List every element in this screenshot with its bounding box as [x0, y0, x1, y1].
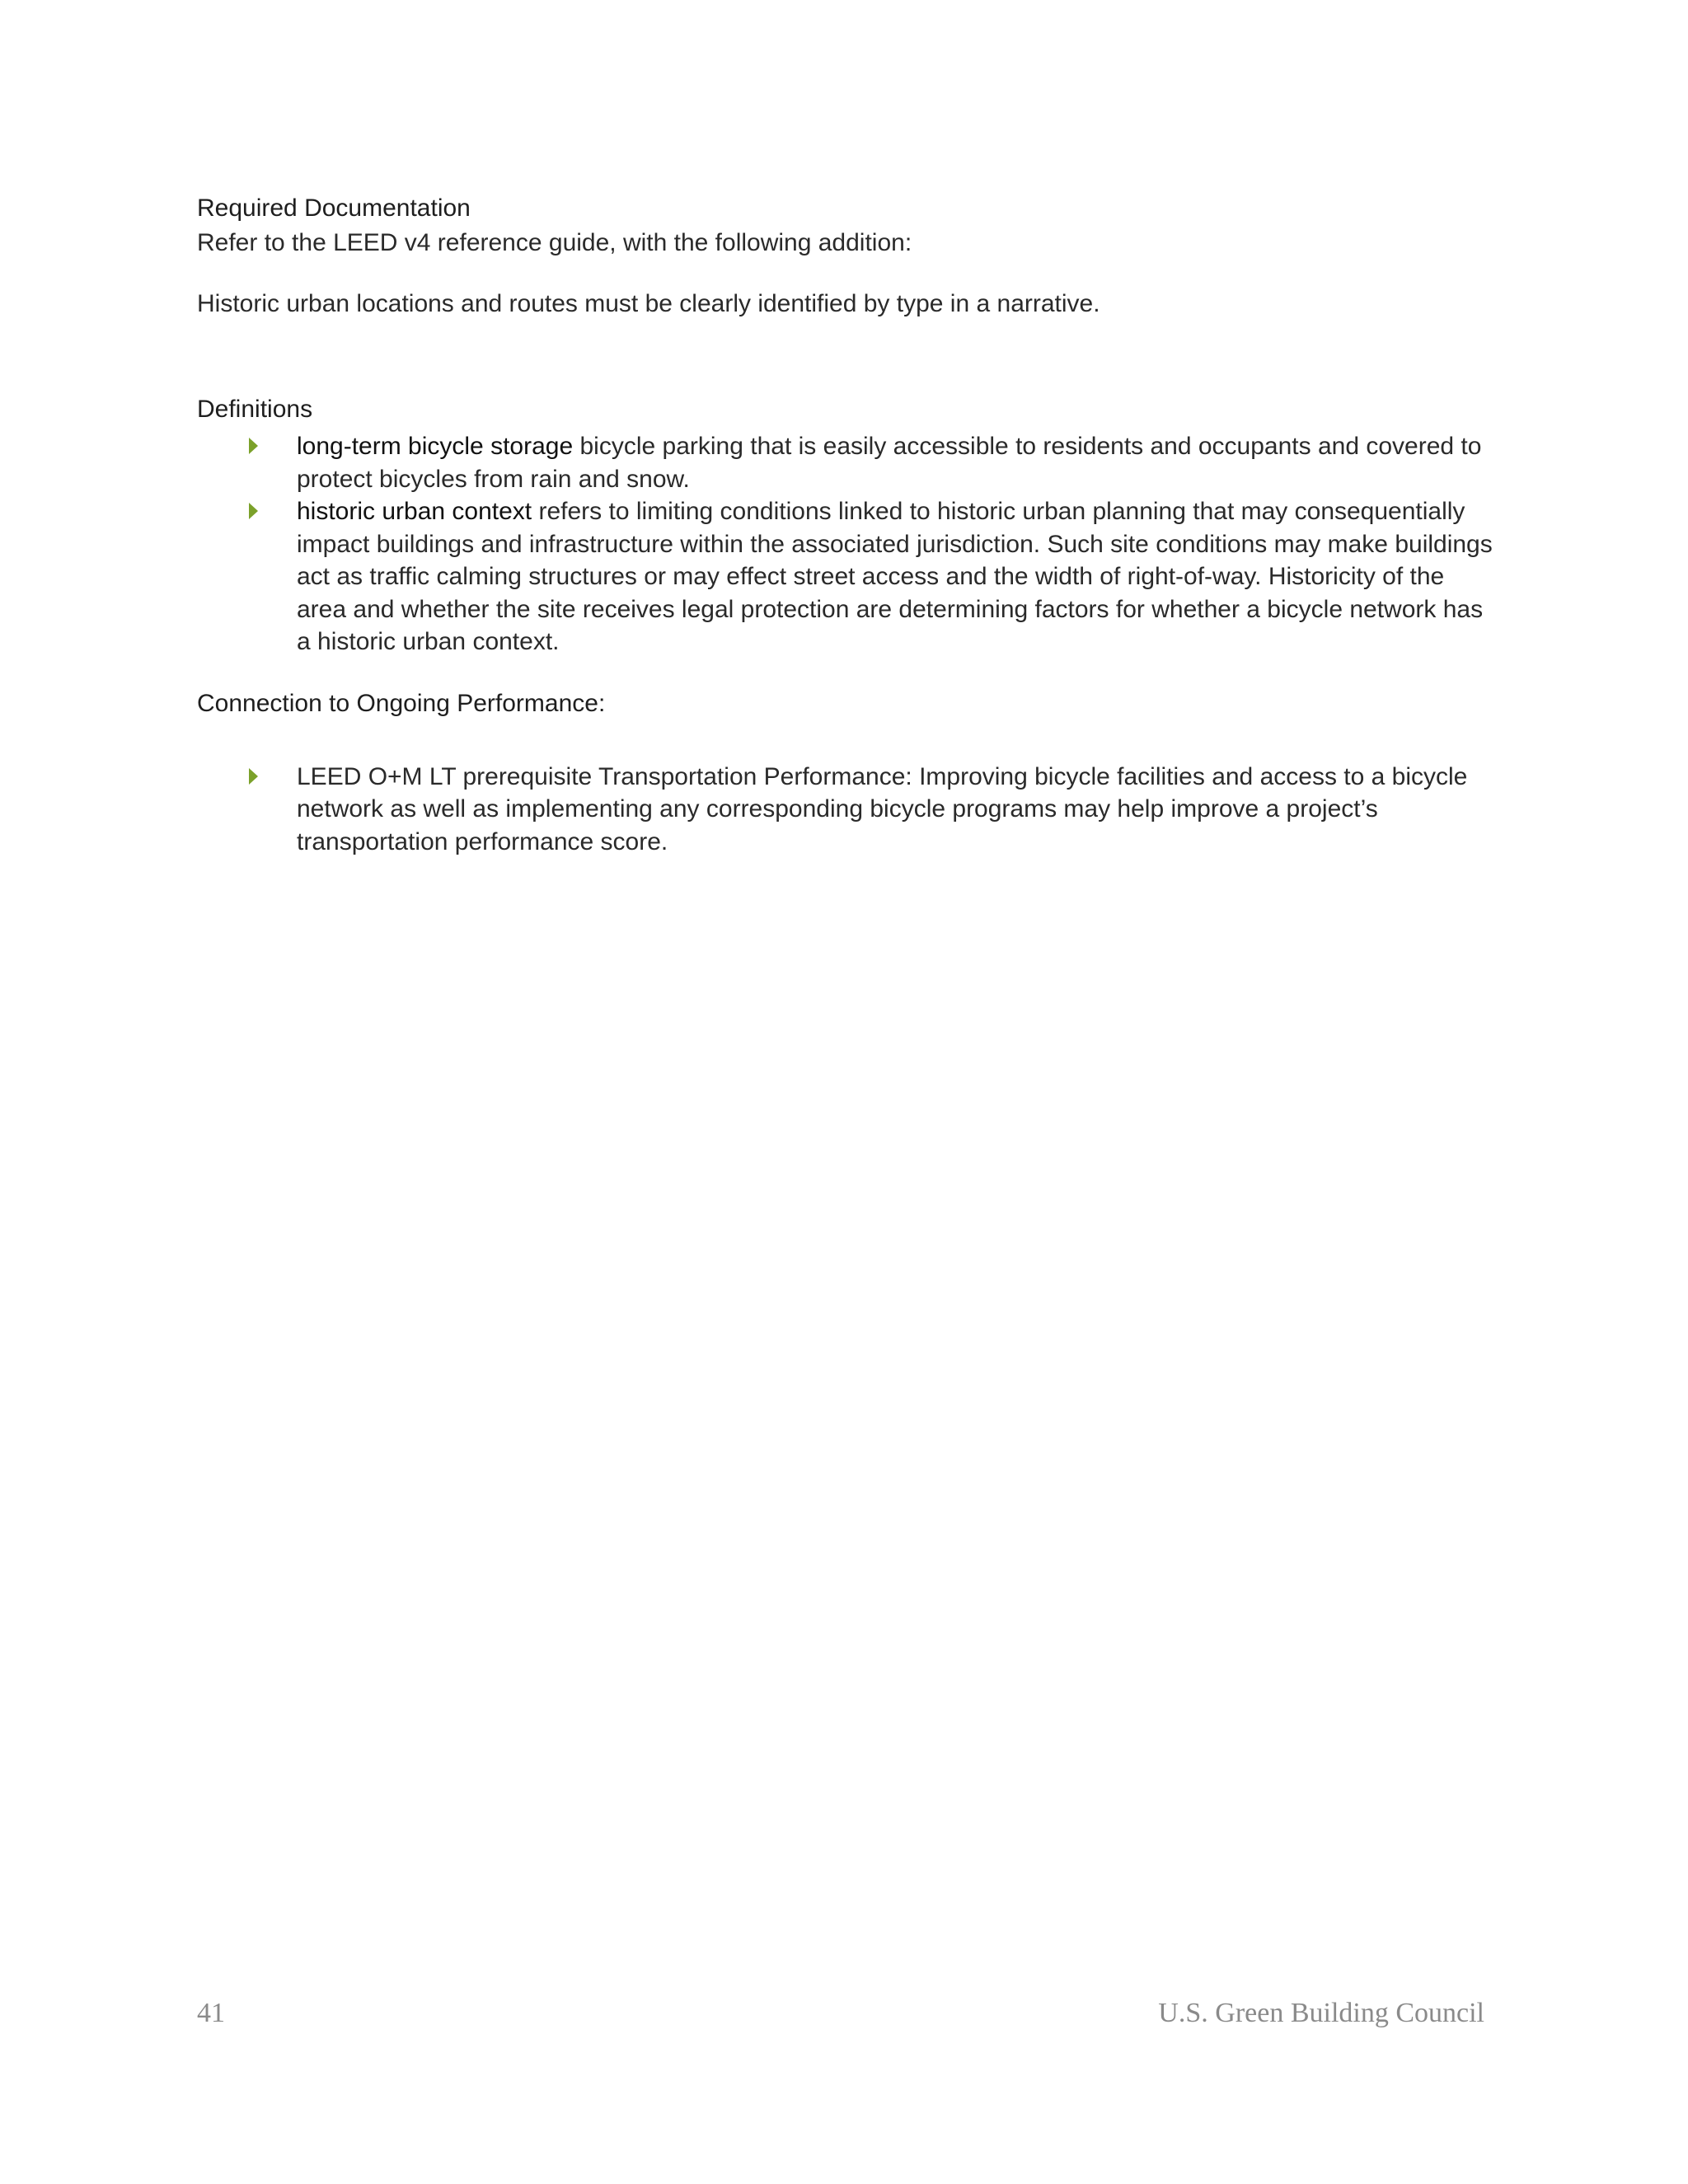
definition-item-long-term-bicycle-storage — [197, 430, 1499, 495]
definition-text: refers to limiting conditions linked to historic urban planning that may consequentially impact buildings and infrastructure within the associated jurisdiction. Such site conditions may make buildings act as traffic calming structures or may effect street access and the width of right-of-way. Historicity of the area and whether the site receives legal protection are determining factors for whether a bicycle network has a historic urban context. — [297, 498, 1493, 655]
connection-item — [197, 761, 1499, 859]
connection-text: LEED O+M LT prerequisite Transportation Performance: Improving bicycle facilities and access to a bicycle network as well as implementing any corresponding bicycle programs may help improve a project’s transportation performance score. — [297, 762, 1468, 855]
bullet-arrow-icon — [249, 503, 258, 519]
definition-term: long-term bicycle storage — [297, 433, 574, 460]
definition-text: bicycle parking that is easily accessible to residents and occupants and covered to protect bicycles from rain and snow. — [297, 433, 1482, 493]
footer-organization: U.S. Green Building Council — [1158, 1998, 1484, 2028]
bullet-arrow-icon — [249, 438, 258, 454]
required-documentation-note: Historic urban locations and routes must be clearly identified by type in a narrative. — [197, 290, 1100, 317]
page-content — [197, 191, 1499, 858]
required-documentation-heading: Required Documentation — [197, 194, 471, 222]
connection-list — [197, 761, 1499, 859]
definitions-list — [197, 430, 1499, 658]
required-documentation-intro: Refer to the LEED v4 reference guide, with the following addition: — [197, 229, 912, 256]
connection-heading: Connection to Ongoing Performance: — [197, 689, 606, 717]
definition-term: historic urban context — [297, 498, 532, 525]
definition-item-historic-urban-context — [197, 495, 1499, 658]
page-number: 41 — [197, 1998, 225, 2028]
bullet-arrow-icon — [249, 768, 258, 785]
definitions-heading: Definitions — [197, 396, 313, 423]
